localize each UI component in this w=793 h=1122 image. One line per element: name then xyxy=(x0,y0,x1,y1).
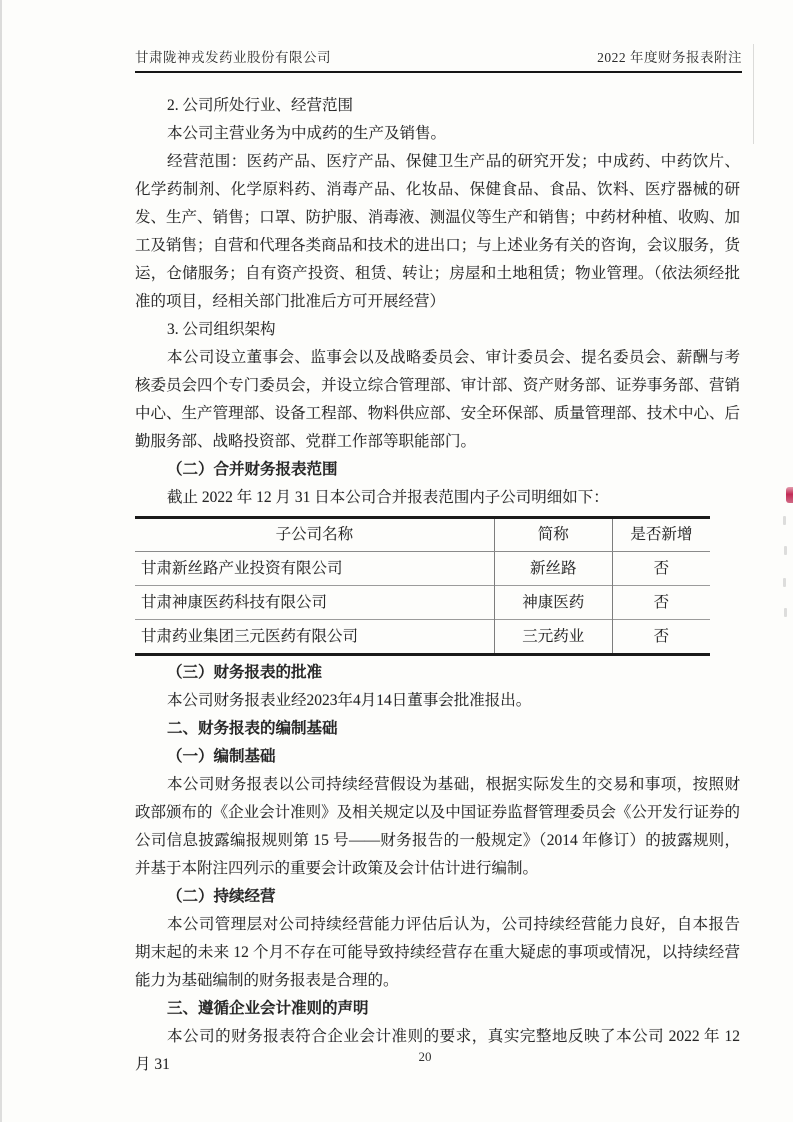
column-header-subsidiary-name: 子公司名称 xyxy=(135,518,494,552)
column-header-short-name: 简称 xyxy=(494,518,612,552)
cell-subsidiary-name: 甘肃神康医药科技有限公司 xyxy=(135,586,494,620)
paragraph-compliance-statement: 本公司的财务报表符合企业会计准则的要求，真实完整地反映了本公司 2022 年 12 月 31 xyxy=(135,1028,740,1073)
cell-newly-added: 否 xyxy=(612,552,710,586)
scan-right-edge-artifact xyxy=(753,44,754,144)
cell-short-name: 新丝路 xyxy=(494,552,612,586)
cell-short-name: 三元药业 xyxy=(494,620,612,655)
cell-newly-added: 否 xyxy=(612,586,710,620)
report-title: 2022 年度财务报表附注 xyxy=(597,50,742,65)
table-header-row xyxy=(135,518,710,552)
column-header-newly-added: 是否新增 xyxy=(612,518,710,552)
heading-organization: 3. 公司组织架构 xyxy=(167,321,276,338)
cell-subsidiary-name: 甘肃药业集团三元医药有限公司 xyxy=(135,620,494,655)
scan-left-edge-artifact xyxy=(0,0,2,1122)
page-content xyxy=(135,92,740,1079)
page-number: 20 xyxy=(418,1049,432,1064)
scan-ghost-mark xyxy=(784,546,787,555)
heading-compliance-statement: 三、遵循企业会计准则的声明 xyxy=(167,1000,369,1017)
paragraph-going-concern: 本公司管理层对公司持续经营能力评估后认为，公司持续经营能力良好，自本报告期末起的未来 12 个月不存在可能导致持续经营存在重大疑虑的事项或情况，以持续经营能力为基础编制的财务报表是合理的。 xyxy=(135,916,740,989)
heading-consolidation-scope: （二）合并财务报表范围 xyxy=(167,461,338,478)
heading-statements-approval: （三）财务报表的批准 xyxy=(167,664,323,681)
heading-preparation-basis: （一）编制基础 xyxy=(167,748,276,765)
table-row xyxy=(135,620,710,655)
paragraph-main-business: 本公司主营业务为中成药的生产及销售。 xyxy=(167,125,447,142)
heading-going-concern: （二）持续经营 xyxy=(167,888,276,905)
table-row xyxy=(135,552,710,586)
cell-newly-added: 否 xyxy=(612,620,710,655)
subsidiaries-table xyxy=(135,516,710,656)
paragraph-statements-approval: 本公司财务报表业经2023年4月14日董事会批准报出。 xyxy=(167,692,532,709)
paragraph-preparation-basis: 本公司财务报表以公司持续经营假设为基础，根据实际发生的交易和事项，按照财政部颁布的《企业会计准则》及相关规定以及中国证券监督管理委员会《公开发行证券的公司信息披露编报规则第 15 号——财务报告的一般规定》（2014 年修订）的披露规则，并基于本附注四列示的重要会计政策及会计估计进行编制。 xyxy=(135,776,740,877)
red-stamp-mark xyxy=(786,487,793,503)
heading-industry-scope: 2. 公司所处行业、经营范围 xyxy=(167,97,354,114)
paragraph-organization: 本公司设立董事会、监事会以及战略委员会、审计委员会、提名委员会、薪酬与考核委员会四个专门委员会，并设立综合管理部、审计部、资产财务部、证券事务部、营销中心、生产管理部、设备工程部、物料供应部、安全环保部、质量管理部、技术中心、后勤服务部、战略投资部、党群工作部等职能部门。 xyxy=(135,349,740,450)
paragraph-consolidation-intro: 截止 2022 年 12 月 31 日本公司合并报表范围内子公司明细如下： xyxy=(167,489,609,506)
cell-short-name: 神康医药 xyxy=(494,586,612,620)
scan-ghost-mark xyxy=(784,608,787,617)
cell-subsidiary-name: 甘肃新丝路产业投资有限公司 xyxy=(135,552,494,586)
scan-ghost-mark xyxy=(783,516,786,525)
scan-ghost-mark xyxy=(783,578,786,587)
table-row xyxy=(135,586,710,620)
heading-preparation-basis-section: 二、财务报表的编制基础 xyxy=(167,720,338,737)
company-name: 甘肃陇神戎发药业股份有限公司 xyxy=(135,50,331,65)
page-header xyxy=(135,46,742,73)
paragraph-business-scope: 经营范围：医药产品、医疗产品、保健卫生产品的研究开发；中成药、中药饮片、化学药制剂、化学原料药、消毒产品、化妆品、保健食品、食品、饮料、医疗器械的研发、生产、销售；口罩、防护服、消毒液、测温仪等生产和销售；中药材种植、收购、加工及销售；自营和代理各类商品和技术的进出口；与上述业务有关的咨询，会议服务，货运，仓储服务；自有资产投资、租赁、转让；房屋和土地租赁；物业管理。（依法须经批准的项目，经相关部门批准后方可开展经营） xyxy=(135,153,740,310)
